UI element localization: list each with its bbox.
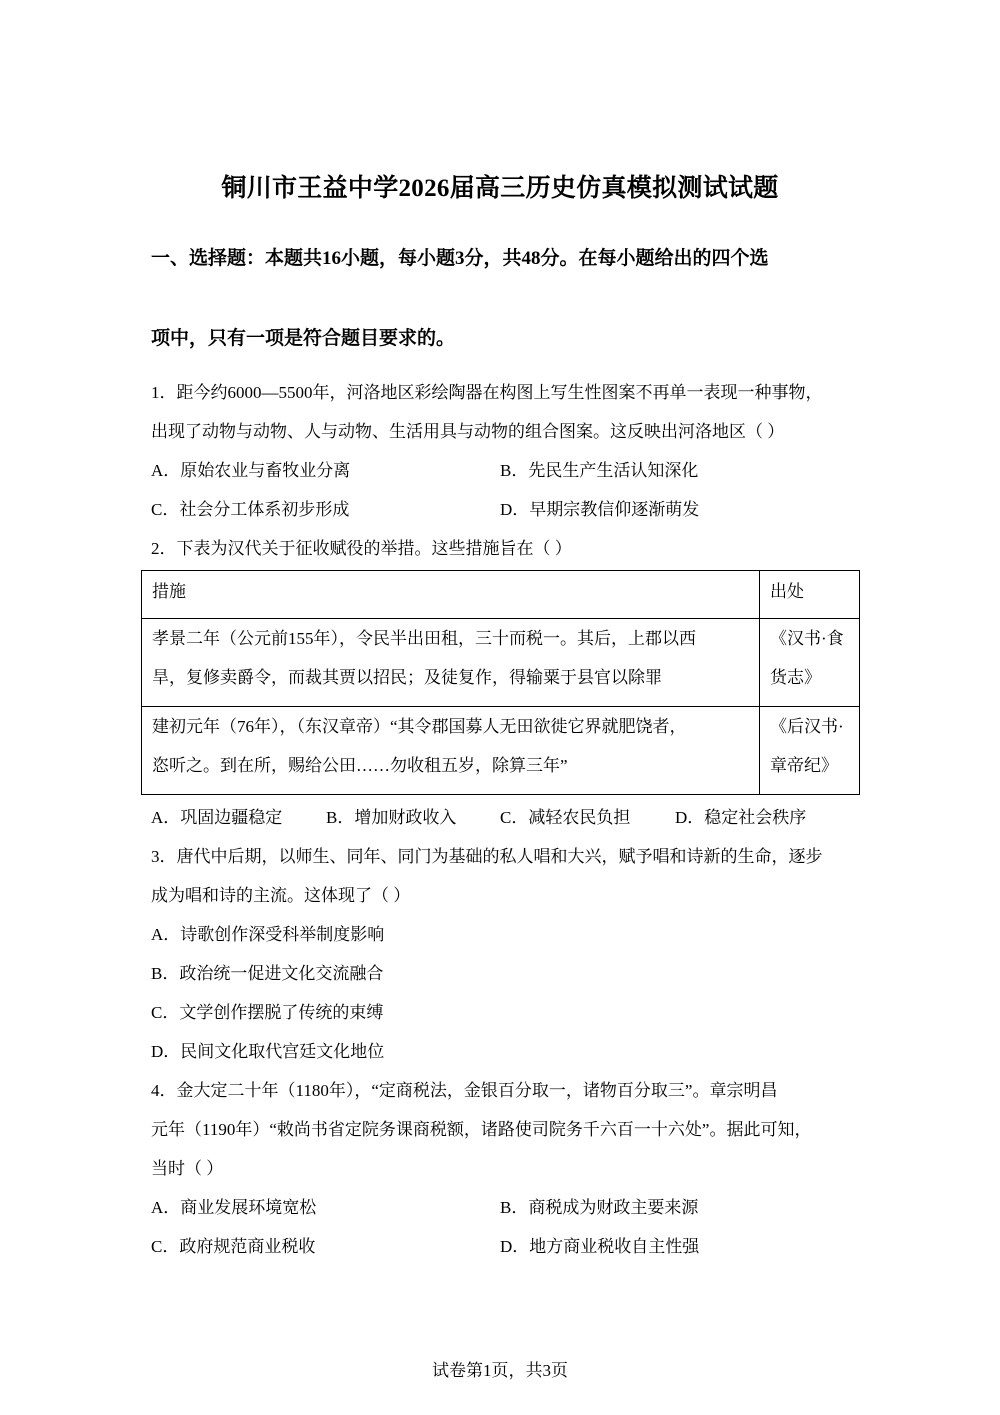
q3-option-a: A．诗歌创作深受科举制度影响: [151, 925, 385, 944]
section-heading-line2: 项中，只有一项是符合题目要求的。: [151, 328, 456, 349]
q4-stem-line1: 4．金大定二十年（1180年），“定商税法，金银百分取一，诸物百分取三”。章宗明昌: [151, 1081, 778, 1100]
q3-stem-line2: 成为唱和诗的主流。这体现了（ ）: [151, 886, 411, 905]
cell-text-line: 恣听之。到在所，赐给公田……勿收租五岁，除算三年”: [152, 756, 568, 775]
q2-option-a: A．巩固边疆稳定: [151, 808, 283, 827]
cell-text-line: 《后汉书·: [770, 717, 844, 736]
q2-table: [141, 570, 860, 795]
q4-option-d: D．地方商业税收自主性强: [500, 1237, 700, 1256]
table-cell-source: [760, 619, 860, 707]
page-footer: 试卷第1页，共3页: [432, 1361, 568, 1380]
cell-text-line: 章帝纪》: [770, 756, 838, 775]
q2-option-b: B．增加财政收入: [326, 808, 457, 827]
cell-text-line: 建初元年（76年），（东汉章帝）“其令郡国募人无田欲徙它界就肥饶者，: [152, 717, 687, 736]
table-header-source: 出处: [760, 571, 860, 619]
q4-option-c: C．政府规范商业税收: [151, 1237, 316, 1256]
cell-text-line: 《汉书·食: [770, 629, 844, 648]
q3-option-c: C．文学创作摆脱了传统的束缚: [151, 1003, 384, 1022]
q2-stem: 2．下表为汉代关于征收赋役的举措。这些措施旨在（ ）: [151, 539, 572, 558]
q3-stem-line1: 3．唐代中后期，以师生、同年、同门为基础的私人唱和大兴，赋予唱和诗新的生命，逐步: [151, 847, 823, 866]
q1-option-a: A．原始农业与畜牧业分离: [151, 461, 351, 480]
table-row: [142, 619, 860, 707]
q3-option-d: D．民间文化取代宫廷文化地位: [151, 1042, 385, 1061]
table-row: [142, 707, 860, 795]
cell-text-line: 货志》: [770, 668, 821, 687]
q1-option-b: B．先民生产生活认知深化: [500, 461, 699, 480]
page-title: 铜川市王益中学2026届高三历史仿真模拟测试试题: [221, 175, 779, 202]
q1-option-c: C．社会分工体系初步形成: [151, 500, 350, 519]
q1-stem-line2: 出现了动物与动物、人与动物、生活用具与动物的组合图案。这反映出河洛地区（ ）: [151, 422, 785, 441]
q2-option-d: D．稳定社会秩序: [675, 808, 807, 827]
q2-option-c: C．减轻农民负担: [500, 808, 631, 827]
table-cell-measure: [142, 619, 760, 707]
q4-option-a: A．商业发展环境宽松: [151, 1198, 317, 1217]
q4-option-b: B．商税成为财政主要来源: [500, 1198, 699, 1217]
table-header-measure: 措施: [142, 571, 760, 619]
q1-stem-line1: 1．距今约6000—5500年，河洛地区彩绘陶器在构图上写生性图案不再单一表现一种事物，: [151, 383, 823, 402]
table-header-row: [142, 571, 860, 619]
section-heading-line1: 一、选择题：本题共16小题，每小题3分，共48分。在每小题给出的四个选: [151, 248, 769, 269]
q3-option-b: B．政治统一促进文化交流融合: [151, 964, 384, 983]
cell-text-line: 孝景二年（公元前155年），令民半出田租，三十而税一。其后，上郡以西: [152, 629, 696, 648]
q1-option-d: D．早期宗教信仰逐渐萌发: [500, 500, 700, 519]
table-cell-measure: [142, 707, 760, 795]
q4-stem-line3: 当时（ ）: [151, 1159, 224, 1178]
table-cell-source: [760, 707, 860, 795]
cell-text-line: 旱，复修卖爵令，而裁其贾以招民；及徒复作，得输粟于县官以除罪: [152, 668, 662, 687]
q4-stem-line2: 元年（1190年）“敕尚书省定院务课商税额，诸路使司院务千六百一十六处”。据此可知，: [151, 1120, 812, 1139]
